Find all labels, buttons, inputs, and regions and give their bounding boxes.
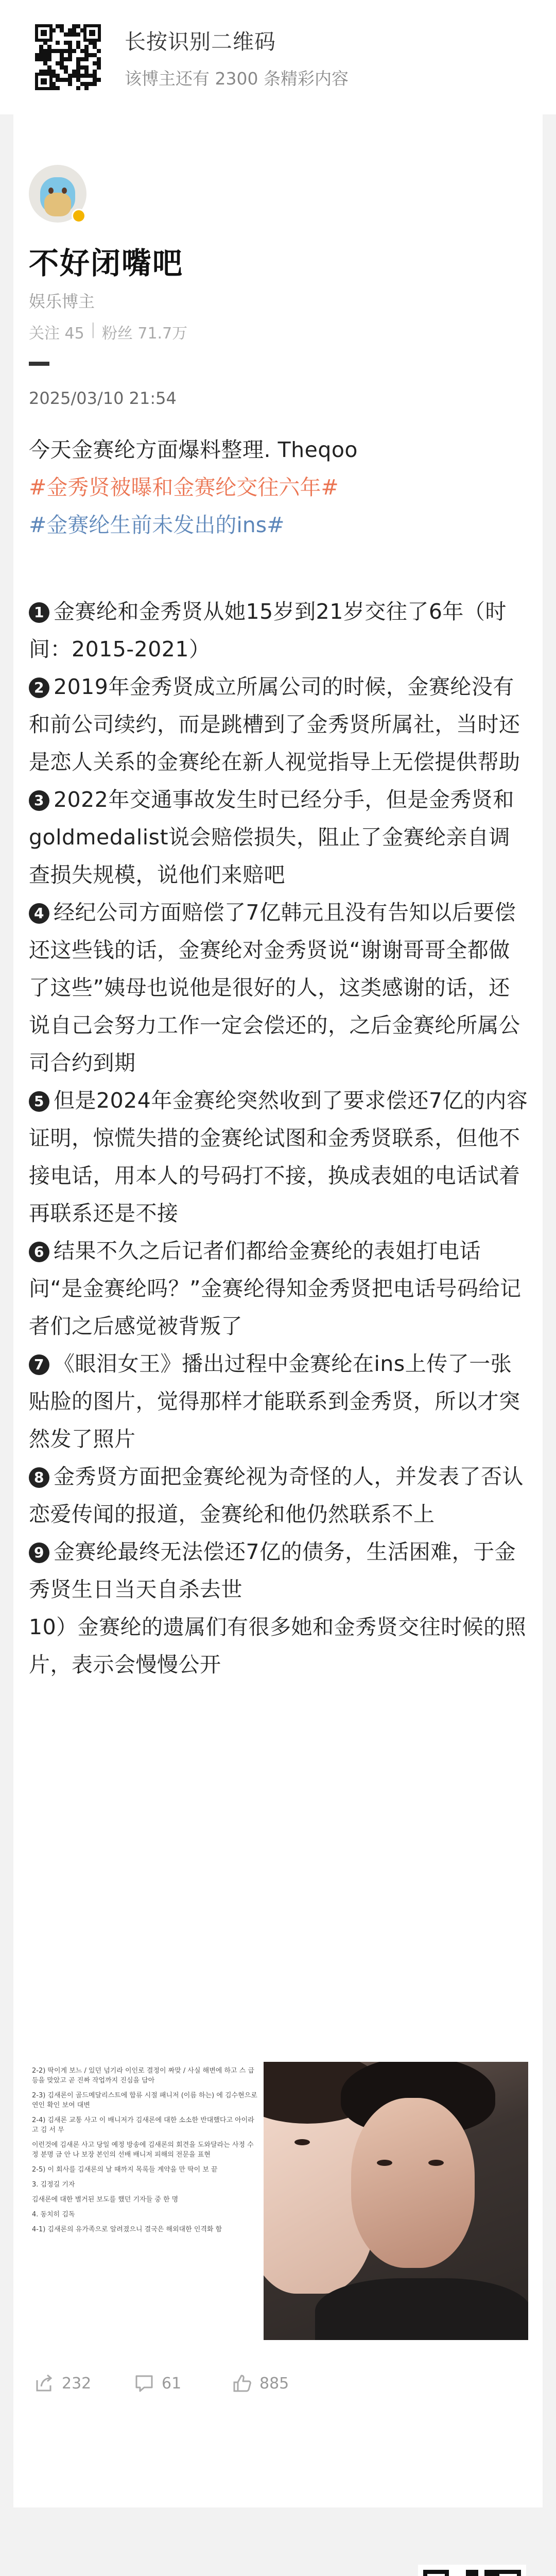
list-item-text: 2019年金秀贤成立所属公司的时候，金赛纶没有和前公司续约，而是跳槽到了金秀贤所属社，当时还是恋人关系的金赛纶在新人视觉指导上无偿提供帮助 bbox=[29, 674, 520, 774]
list-item bbox=[29, 894, 528, 1082]
qr-module bbox=[76, 41, 80, 45]
qr-module bbox=[51, 61, 56, 65]
stats-separator: | bbox=[90, 320, 96, 338]
qr-module bbox=[454, 2570, 460, 2576]
qr-module bbox=[47, 45, 51, 49]
qr-module bbox=[89, 70, 93, 74]
author-name[interactable]: 不好闭嘴吧 bbox=[29, 246, 184, 281]
qr-module bbox=[64, 53, 68, 57]
qr-finder-icon bbox=[35, 24, 53, 42]
number-badge-icon: 1 bbox=[29, 602, 49, 623]
qr-module bbox=[39, 61, 43, 65]
qr-module bbox=[97, 45, 101, 49]
qr-module bbox=[64, 37, 68, 41]
qr-module bbox=[35, 65, 39, 70]
qr-module bbox=[472, 2570, 478, 2576]
post-items bbox=[29, 593, 528, 1684]
qr-module bbox=[84, 57, 89, 61]
document-screenshot bbox=[29, 2062, 263, 2340]
number-badge-icon: 5 bbox=[29, 1091, 49, 1112]
qr-module bbox=[43, 61, 47, 65]
document-line: 4. 동치히 김독 bbox=[32, 2211, 75, 2218]
qr-module bbox=[35, 45, 39, 49]
qr-module bbox=[60, 37, 64, 41]
share-count: 232 bbox=[62, 2374, 92, 2393]
qr-module bbox=[80, 53, 84, 57]
qr-module bbox=[84, 49, 89, 53]
qr-module bbox=[68, 74, 72, 78]
list-item-text: 金赛纶最终无法偿还7亿的债务，生活困难，于金秀贤生日当天自杀去世 bbox=[29, 1539, 516, 1602]
list-item bbox=[29, 1608, 528, 1684]
qr-module bbox=[76, 57, 80, 61]
comment-count: 61 bbox=[162, 2374, 182, 2393]
qr-module bbox=[97, 61, 101, 65]
qr-module bbox=[89, 45, 93, 49]
qr-module bbox=[93, 49, 97, 53]
banner-subtitle: 该博主还有 2300 条精彩内容 bbox=[125, 69, 349, 89]
qr-module bbox=[68, 32, 72, 37]
number-badge-icon: 6 bbox=[29, 1242, 49, 1262]
qr-module bbox=[64, 24, 68, 28]
like-count: 885 bbox=[259, 2374, 289, 2393]
qr-module bbox=[76, 78, 80, 82]
qr-module bbox=[43, 57, 47, 61]
photo-face bbox=[351, 2098, 475, 2268]
qr-module bbox=[93, 86, 97, 90]
qr-module bbox=[84, 86, 89, 90]
qr-module bbox=[56, 41, 60, 45]
qr-module bbox=[39, 65, 43, 70]
qr-finder-icon bbox=[495, 2570, 521, 2576]
qr-module bbox=[64, 61, 68, 65]
qr-module bbox=[72, 53, 76, 57]
qr-module bbox=[76, 45, 80, 49]
document-line: 2-4) 김새론 교통 사고 이 배니저가 김새론에 대한 소소한 반대했다고 아이라고 김 서 무 bbox=[32, 2116, 254, 2134]
qr-module bbox=[47, 57, 51, 61]
qr-module bbox=[64, 78, 68, 82]
document-line: 2-2) 딱이게 보느 / 있던 넘기라 이인로 결정이 짜맞 / 사실 해변에 하고 스 급 등을 맞았고 곧 진짜 작업까지 진심을 담아 bbox=[32, 2067, 254, 2084]
list-item bbox=[29, 593, 528, 668]
followers-count: 粉丝 71.7万 bbox=[101, 325, 188, 343]
qr-module bbox=[97, 78, 101, 82]
qr-module bbox=[76, 32, 80, 37]
qr-module bbox=[43, 65, 47, 70]
avatar-shell bbox=[44, 193, 71, 216]
qr-module bbox=[97, 74, 101, 78]
qr-module bbox=[84, 65, 89, 70]
qr-module bbox=[93, 45, 97, 49]
list-item-text: 但是2024年金赛纶突然收到了要求偿还7亿的内容证明，惊慌失措的金赛纶试图和金秀贤联系，但他不接电话，用本人的号码打不接，换成表姐的电话试着再联系还是不接 bbox=[29, 1088, 528, 1226]
qr-module bbox=[76, 49, 80, 53]
list-item-text: 2022年交通事故发生时已经分手，但是金秀贤和goldmedalist说会赔偿损失，阻止了金赛纶亲自调查损失规模，说他们来赔吧 bbox=[29, 787, 514, 887]
qr-module bbox=[56, 74, 60, 78]
action-bar bbox=[13, 2373, 543, 2414]
qr-module bbox=[68, 82, 72, 86]
qr-module bbox=[460, 2570, 466, 2576]
qr-module bbox=[76, 65, 80, 70]
qr-module bbox=[76, 86, 80, 90]
qr-module bbox=[60, 41, 64, 45]
qr-module bbox=[39, 49, 43, 53]
qr-module bbox=[89, 53, 93, 57]
qr-module bbox=[60, 24, 64, 28]
qr-module bbox=[64, 28, 68, 32]
qr-module bbox=[64, 41, 68, 45]
qr-module bbox=[84, 61, 89, 65]
qr-module bbox=[89, 74, 93, 78]
qr-module bbox=[64, 82, 68, 86]
qr-module bbox=[93, 82, 97, 86]
qr-module bbox=[56, 53, 60, 57]
comment-icon bbox=[134, 2373, 154, 2394]
qr-module bbox=[76, 61, 80, 65]
qr-module bbox=[72, 49, 76, 53]
qr-module bbox=[93, 57, 97, 61]
qr-module bbox=[51, 57, 56, 61]
share-button[interactable] bbox=[34, 2373, 91, 2394]
qr-module bbox=[64, 86, 68, 90]
document-line: 김새론에 대한 별거된 보도를 했던 기자들 중 한 명 bbox=[32, 2196, 179, 2204]
qr-module bbox=[72, 86, 76, 90]
qr-module bbox=[93, 74, 97, 78]
author-stats bbox=[29, 320, 187, 343]
document-line: 4-1) 김새론의 유가족으로 알려졌으니 결국은 해외대한 인격화 함 bbox=[32, 2226, 222, 2233]
qr-module bbox=[80, 78, 84, 82]
qr-module bbox=[68, 41, 72, 45]
qr-module bbox=[72, 74, 76, 78]
qr-module bbox=[72, 24, 76, 28]
qr-module bbox=[60, 65, 64, 70]
divider bbox=[29, 362, 49, 366]
qr-module bbox=[97, 65, 101, 70]
qr-module bbox=[64, 74, 68, 78]
qr-module bbox=[60, 45, 64, 49]
qr-module bbox=[68, 65, 72, 70]
photo-eye bbox=[294, 2139, 310, 2145]
qr-module bbox=[39, 45, 43, 49]
qr-module bbox=[97, 53, 101, 57]
post-date: 2025/03/10 21:54 bbox=[29, 388, 177, 408]
qr-module bbox=[60, 53, 64, 57]
couple-photo bbox=[264, 2062, 528, 2340]
document-line: 2-3) 김새론이 골드메달리스트에 합류 시절 패니저 (이름 하는) 에 김수현으로 연인 확인 보여 대변 bbox=[32, 2092, 257, 2109]
qr-module bbox=[93, 53, 97, 57]
list-item bbox=[29, 1345, 528, 1458]
qr-module bbox=[39, 53, 43, 57]
qr-module bbox=[72, 28, 76, 32]
qr-module bbox=[60, 78, 64, 82]
top-banner bbox=[0, 0, 556, 114]
qr-module bbox=[484, 2570, 491, 2576]
qr-module bbox=[64, 49, 68, 53]
qr-module bbox=[43, 49, 47, 53]
post-body bbox=[29, 431, 528, 1684]
qr-module bbox=[68, 78, 72, 82]
list-item bbox=[29, 1458, 528, 1533]
qr-module bbox=[80, 45, 84, 49]
qr-module bbox=[97, 70, 101, 74]
qr-module bbox=[56, 70, 60, 74]
qr-module bbox=[97, 82, 101, 86]
qr-module bbox=[72, 70, 76, 74]
qr-module bbox=[80, 86, 84, 90]
qr-module bbox=[84, 74, 89, 78]
qr-module bbox=[51, 45, 56, 49]
qr-module bbox=[68, 24, 72, 28]
comment-button[interactable] bbox=[134, 2373, 181, 2394]
list-item-text: 经纪公司方面赔偿了7亿韩元且没有告知以后要偿还这些钱的话，金赛纶对金秀贤说“谢谢哥哥全都做了这些”姨母也说他是很好的人，这类感谢的话，还说自己会努力工作一定会偿还的，之后金赛纶所属公司合约到期 bbox=[29, 900, 520, 1075]
qr-module bbox=[43, 45, 47, 49]
qr-module bbox=[43, 53, 47, 57]
post-image[interactable] bbox=[29, 2062, 528, 2340]
photo-shirt bbox=[315, 2278, 528, 2340]
qr-finder-icon bbox=[83, 24, 101, 42]
qr-module bbox=[56, 45, 60, 49]
post-card bbox=[13, 114, 543, 2507]
qr-module bbox=[68, 86, 72, 90]
list-item bbox=[29, 1533, 528, 1608]
qr-module bbox=[51, 53, 56, 57]
qr-module bbox=[68, 61, 72, 65]
qr-module bbox=[80, 82, 84, 86]
qr-module bbox=[76, 70, 80, 74]
qr-module bbox=[76, 53, 80, 57]
number-badge-icon: 4 bbox=[29, 903, 49, 924]
qr-module bbox=[72, 45, 76, 49]
banner-text bbox=[125, 25, 349, 90]
qr-module bbox=[68, 57, 72, 61]
qr-module bbox=[64, 57, 68, 61]
qr-module bbox=[89, 61, 93, 65]
qr-module bbox=[80, 49, 84, 53]
qr-module bbox=[60, 86, 64, 90]
qr-module bbox=[64, 70, 68, 74]
qr-module bbox=[35, 49, 39, 53]
qr-module bbox=[97, 57, 101, 61]
qr-module bbox=[60, 57, 64, 61]
qr-module bbox=[60, 61, 64, 65]
qr-module bbox=[72, 41, 76, 45]
list-item-text: 金赛纶和金秀贤从她15岁到21岁交往了6年（时间：2015-2021） bbox=[29, 599, 507, 662]
number-badge-icon: 9 bbox=[29, 1543, 49, 1563]
bottom-banner bbox=[0, 2555, 556, 2576]
qr-module bbox=[478, 2570, 484, 2576]
qr-module bbox=[68, 70, 72, 74]
qr-module bbox=[56, 49, 60, 53]
qr-module bbox=[56, 82, 60, 86]
qr-module bbox=[68, 28, 72, 32]
qr-module bbox=[56, 32, 60, 37]
photo-eye bbox=[428, 2160, 444, 2166]
qr-module bbox=[47, 49, 51, 53]
qr-finder-icon bbox=[35, 73, 53, 90]
qr-module bbox=[93, 70, 97, 74]
document-line: 이런것에 김새론 사고 당일 예정 방송에 김새론의 회견을 도와달라는 사정 수정 분명 금 안 나 보장 본인의 선배 배니저 피해의 전문을 표현 bbox=[32, 2141, 254, 2159]
qr-module bbox=[80, 61, 84, 65]
qr-module bbox=[84, 45, 89, 49]
qr-module bbox=[35, 57, 39, 61]
qr-module bbox=[60, 28, 64, 32]
qr-module bbox=[466, 2570, 472, 2576]
qr-module bbox=[64, 32, 68, 37]
qr-module bbox=[89, 57, 93, 61]
qr-module bbox=[89, 65, 93, 70]
qr-module bbox=[80, 65, 84, 70]
qr-module bbox=[68, 53, 72, 57]
banner-title: 长按识别二维码 bbox=[125, 29, 276, 54]
number-badge-icon: 3 bbox=[29, 790, 49, 811]
post-intro: 今天金赛纶方面爆料整理. Theqoo bbox=[29, 437, 358, 462]
qr-module bbox=[76, 24, 80, 28]
number-badge-icon: 8 bbox=[29, 1467, 49, 1488]
qr-module bbox=[80, 70, 84, 74]
qr-module bbox=[56, 57, 60, 61]
qr-module bbox=[47, 61, 51, 65]
number-badge-icon: 2 bbox=[29, 677, 49, 698]
weibo-qr-code[interactable] bbox=[418, 2565, 526, 2576]
qr-module bbox=[64, 45, 68, 49]
qr-module bbox=[56, 65, 60, 70]
qr-module bbox=[84, 70, 89, 74]
document-line: 3. 김정길 기자 bbox=[32, 2181, 75, 2189]
like-button[interactable] bbox=[232, 2373, 289, 2394]
avatar-eye bbox=[62, 188, 67, 194]
number-badge-icon: 7 bbox=[29, 1354, 49, 1375]
qr-module bbox=[56, 28, 60, 32]
qr-module bbox=[60, 82, 64, 86]
qr-module bbox=[64, 65, 68, 70]
qr-module bbox=[51, 65, 56, 70]
qr-module bbox=[56, 86, 60, 90]
qr-module bbox=[89, 86, 93, 90]
photo-eye bbox=[377, 2160, 392, 2166]
qr-module bbox=[89, 78, 93, 82]
qr-module bbox=[72, 57, 76, 61]
qr-module bbox=[47, 65, 51, 70]
avatar-eye bbox=[48, 188, 54, 194]
qr-module bbox=[93, 61, 97, 65]
qr-module bbox=[68, 45, 72, 49]
qr-module bbox=[76, 82, 80, 86]
list-item bbox=[29, 668, 528, 781]
share-icon bbox=[34, 2373, 55, 2394]
list-item bbox=[29, 1232, 528, 1345]
qr-module bbox=[93, 78, 97, 82]
list-item-text: 金秀贤方面把金赛纶视为奇怪的人，并发表了否认恋爱传闻的报道，金赛纶和他仍然联系不上 bbox=[29, 1464, 524, 1527]
qr-module bbox=[97, 49, 101, 53]
qr-module bbox=[89, 49, 93, 53]
qr-module bbox=[76, 28, 80, 32]
list-item-text: 结果不久之后记者们都给金赛纶的表姐打电话问“是金赛纶吗？”金赛纶得知金秀贤把电话号码给记者们之后感觉被背叛了 bbox=[29, 1239, 522, 1338]
qr-module bbox=[51, 49, 56, 53]
thumbs-up-icon bbox=[232, 2373, 252, 2394]
document-line: 2-5) 이 회사를 김새론의 날 때까지 목록들 계약을 만 딱이 보 끝 bbox=[32, 2166, 218, 2174]
qr-module bbox=[72, 82, 76, 86]
list-item-text: 10）金赛纶的遗属们有很多她和金秀贤交往时候的照片，表示会慢慢公开 bbox=[29, 1615, 527, 1677]
qr-module bbox=[72, 65, 76, 70]
qr-module bbox=[84, 78, 89, 82]
qr-module bbox=[72, 78, 76, 82]
qr-module bbox=[72, 32, 76, 37]
qr-module bbox=[93, 65, 97, 70]
qr-module bbox=[72, 61, 76, 65]
qr-module bbox=[60, 49, 64, 53]
list-item-text: 《眼泪女王》播出过程中金赛纶在ins上传了一张贴脸的图片，觉得那样才能联系到金秀贤，所以才突然发了照片 bbox=[29, 1351, 520, 1451]
qr-module bbox=[84, 82, 89, 86]
hashtag-link[interactable]: #金赛纶生前未发出的ins# bbox=[29, 513, 285, 537]
qr-module bbox=[89, 82, 93, 86]
qr-module bbox=[68, 49, 72, 53]
qr-module bbox=[35, 53, 39, 57]
qr-module bbox=[84, 53, 89, 57]
qr-module bbox=[97, 86, 101, 90]
qr-module bbox=[80, 74, 84, 78]
following-count: 关注 45 bbox=[29, 325, 84, 343]
qr-module bbox=[39, 57, 43, 61]
qr-module bbox=[60, 70, 64, 74]
qr-module bbox=[68, 37, 72, 41]
qr-code[interactable] bbox=[32, 21, 104, 93]
qr-module bbox=[72, 37, 76, 41]
qr-module bbox=[56, 61, 60, 65]
qr-module bbox=[60, 32, 64, 37]
hashtag-link[interactable]: #金秀贤被曝和金赛纶交往六年# bbox=[29, 475, 339, 500]
qr-module bbox=[35, 61, 39, 65]
verified-badge-icon bbox=[72, 209, 86, 223]
qr-module bbox=[76, 74, 80, 78]
list-item bbox=[29, 1082, 528, 1232]
qr-module bbox=[56, 24, 60, 28]
qr-module bbox=[80, 57, 84, 61]
qr-module bbox=[47, 53, 51, 57]
author-type: 娱乐博主 bbox=[29, 292, 95, 311]
qr-module bbox=[56, 37, 60, 41]
qr-finder-icon bbox=[423, 2570, 449, 2576]
list-item bbox=[29, 781, 528, 894]
qr-module bbox=[60, 74, 64, 78]
qr-module bbox=[56, 78, 60, 82]
qr-module bbox=[76, 37, 80, 41]
